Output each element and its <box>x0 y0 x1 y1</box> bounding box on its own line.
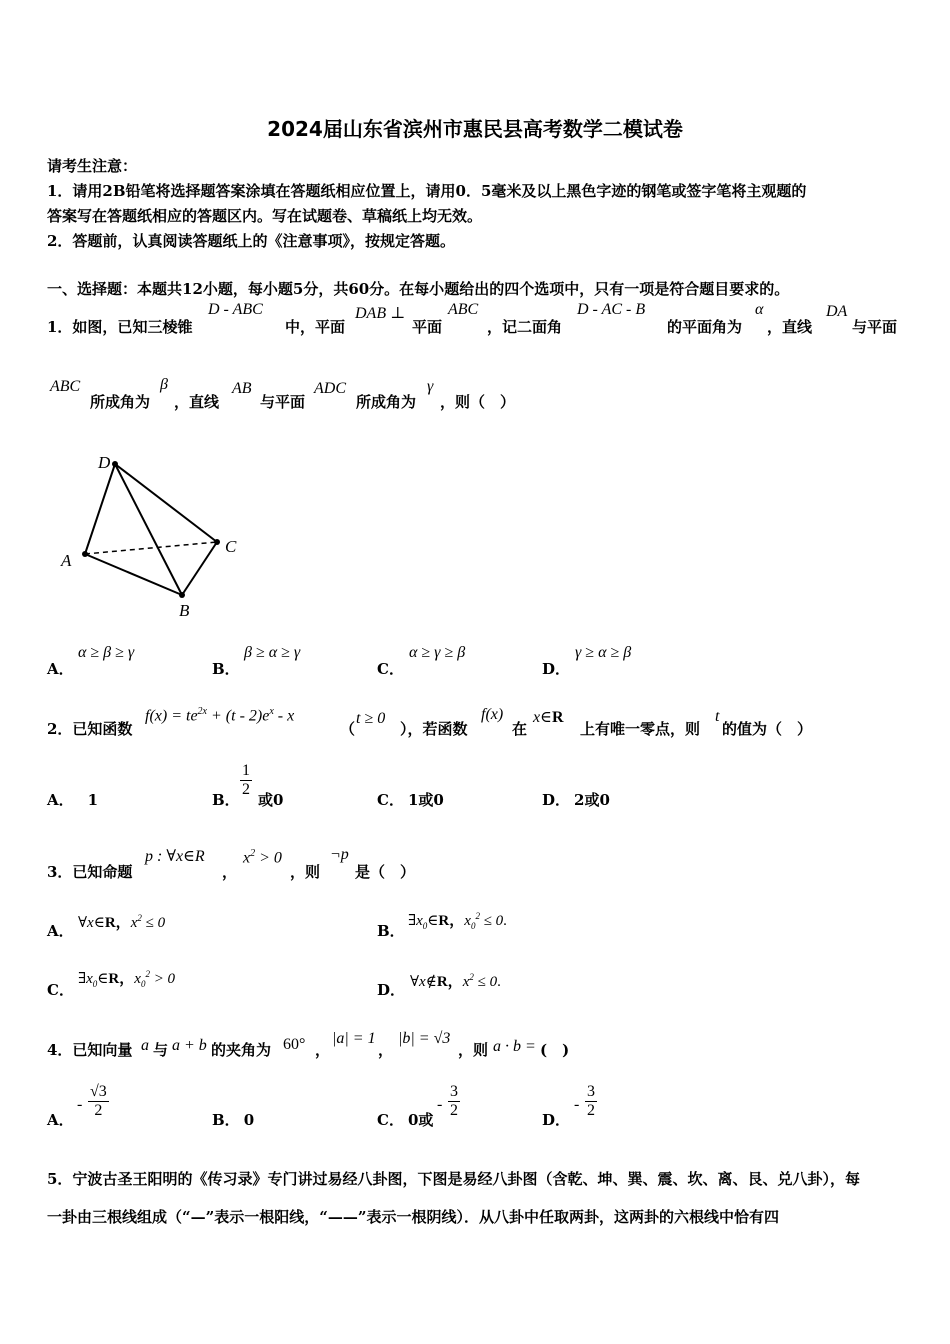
q2-option-C: C． 1或0 <box>377 791 444 809</box>
q4-math: |b| = √3 <box>398 1030 451 1047</box>
q4-text: 的夹角为 <box>211 1041 272 1059</box>
label-D: D <box>98 453 111 472</box>
pyramid-figure <box>55 450 255 620</box>
q4-math: |a| = 1 <box>332 1030 376 1047</box>
q1-option-A: α ≥ β ≥ γ <box>78 644 135 661</box>
q1-math: γ <box>427 378 434 395</box>
q3-text: 是（ ） <box>355 863 416 881</box>
q2-text: 在 <box>512 720 528 738</box>
q3-math: p : ∀x∈R <box>145 848 205 865</box>
q4-option-C: C． 0或 <box>377 1111 434 1129</box>
q3-option-B-letter: B． <box>377 922 405 940</box>
q1-math: D - AC - B <box>577 301 646 318</box>
q3-option-C-letter: C． <box>47 981 74 999</box>
q4-math: a + b <box>172 1037 207 1054</box>
q2-math: t <box>715 708 720 725</box>
q1-math: D - ABC <box>208 301 263 318</box>
q2-text: ），若函数 <box>400 720 468 738</box>
q1-text: 与平面 <box>260 393 306 411</box>
q1-text: ，则（ ） <box>440 393 516 411</box>
q4-option-C-sign: - <box>437 1096 443 1113</box>
q4-option-D-fraction: $\frac{3}{2}$ <box>587 1083 595 1119</box>
vertex-A <box>82 551 88 557</box>
q1-option-D: γ ≥ α ≥ β <box>575 644 632 661</box>
q3-math: ¬p <box>330 846 349 863</box>
q4-text: 4．已知向量 <box>47 1041 133 1059</box>
notice-line-2: 答案写在答题纸相应的答题区内。写在试题卷、草稿纸上均无效。 <box>47 207 483 225</box>
q3-option-D-letter: D． <box>377 981 406 999</box>
q1-math: ABC <box>50 378 81 395</box>
q1-option-B: β ≥ α ≥ γ <box>244 644 301 661</box>
q2-math: t ≥ 0 <box>356 710 386 727</box>
q3-math: $x^2 > 0$ <box>243 848 282 867</box>
vertex-B <box>179 592 185 598</box>
q2-text: 的值为（ ） <box>722 720 813 738</box>
q1-math: AB <box>232 380 252 397</box>
q1-math: α <box>755 301 764 318</box>
q4-math: a <box>141 1037 149 1054</box>
q1-math: ADC <box>314 380 346 397</box>
q1-text: 1．如图，已知三棱锥 <box>47 318 193 336</box>
q3-option-B: $\exists x_0\in R$，$x_0^2 \le 0$. <box>408 911 507 931</box>
q1-text: 中，平面 <box>285 318 346 336</box>
edge-DC <box>115 464 217 542</box>
notice-line-3: 2．答题前，认真阅读答题纸上的《注意事项》，按规定答题。 <box>47 232 455 250</box>
q4-text: ， <box>378 1041 394 1059</box>
vertex-D <box>112 461 118 467</box>
q2-text: 上有唯一零点，则 <box>580 720 701 738</box>
q4-option-D-letter: D． <box>542 1111 571 1129</box>
q1-option-C-letter: C． <box>377 660 404 678</box>
q4-math: a · b = <box>493 1038 536 1055</box>
section-heading: 一、选择题：本题共12小题，每小题5分，共60分。在每小题给出的四个选项中，只有一项是符合题目要求的。 <box>47 280 790 298</box>
q2-option-D: D． 2或0 <box>542 791 610 809</box>
label-C: C <box>225 537 237 556</box>
q1-option-C: α ≥ γ ≥ β <box>409 644 466 661</box>
q1-option-B-letter: B． <box>212 660 240 678</box>
q1-text: 的平面角为 <box>667 318 743 336</box>
q1-math: β <box>160 376 168 393</box>
q1-text: 所成角为 <box>90 393 151 411</box>
q3-text: 3．已知命题 <box>47 863 133 881</box>
q1-math: ABC <box>448 301 479 318</box>
q1-math: DAB ⊥ <box>355 305 406 322</box>
q3-option-A-letter: A． <box>47 922 74 940</box>
q4-text: ( ) <box>540 1041 570 1059</box>
q1-option-A-letter: A． <box>47 660 74 678</box>
q4-math: 60° <box>283 1036 306 1053</box>
q4-option-B: B． 0 <box>212 1111 255 1129</box>
q2-option-A: A． 1 <box>47 791 99 809</box>
q2-option-B-letter: B． <box>212 791 240 809</box>
q4-text: ， <box>315 1041 331 1059</box>
label-A: A <box>61 551 72 570</box>
q4-option-A-fraction: $\frac{√3}{2}$ <box>90 1083 107 1119</box>
q4-option-D-sign: - <box>574 1096 580 1113</box>
q4-text: ，则 <box>458 1041 489 1059</box>
q1-text: ，记二面角 <box>487 318 563 336</box>
q4-option-C-fraction: $\frac{3}{2}$ <box>450 1083 458 1119</box>
label-B: B <box>179 601 190 620</box>
q2-math: f(x) <box>481 706 504 723</box>
q1-math: DA <box>826 303 848 320</box>
q1-text: 与平面 <box>852 318 898 336</box>
q2-function: $f(x) = te^{2x} + (t - 2)e^x - x$ <box>145 706 295 725</box>
edge-AB <box>85 554 182 595</box>
q2-text: 2．已知函数 <box>47 720 133 738</box>
notice-line-1: 1．请用2B铅笔将选择题答案涂填在答题纸相应位置上，请用0．5毫米及以上黑色字迹的钢笔或签字笔将主观题的 <box>47 182 807 200</box>
q1-text: ，直线 <box>767 318 813 336</box>
q4-option-A-letter: A． <box>47 1111 74 1129</box>
notice-heading: 请考生注意： <box>47 157 138 175</box>
q1-text: 平面 <box>412 318 443 336</box>
page-title: 2024届山东省滨州市惠民县高考数学二模试卷 <box>267 117 683 141</box>
edge-DA <box>85 464 115 554</box>
q4-text: 与 <box>153 1041 169 1059</box>
edge-DB <box>115 464 182 595</box>
q3-text: ，则 <box>290 863 321 881</box>
q1-text: 所成角为 <box>356 393 417 411</box>
edge-CB <box>182 542 217 595</box>
q5-line-1: 5．宁波古圣王阳明的《传习录》专门讲过易经八卦图，下图是易经八卦图（含乾、坤、巽、震、坎、离、艮、兑八卦），每 <box>47 1170 860 1188</box>
q2-option-B: 或0 <box>258 791 284 809</box>
q2-text: （ <box>340 720 356 738</box>
q1-option-D-letter: D． <box>542 660 571 678</box>
q3-option-C: $\exists x_0\in R$，$x_0^2 > 0$ <box>78 969 176 989</box>
q2-option-B-fraction: $\frac{1}{2}$ <box>242 762 250 798</box>
q3-option-D: ∀x∉R，$x^2 \le 0$. <box>410 972 501 990</box>
edge-AC-hidden <box>85 542 217 554</box>
q3-text: ， <box>222 863 238 881</box>
q5-line-2: 一卦由三根线组成（“—”表示一根阳线，“——”表示一根阴线）．从八卦中任取两卦，这两卦的六根线中恰有四 <box>47 1208 780 1226</box>
vertex-C <box>214 539 220 545</box>
q3-option-A: ∀x∈R，$x^2 \le 0$ <box>78 913 166 931</box>
q1-text: ，直线 <box>174 393 220 411</box>
q2-math: x∈R <box>533 709 564 726</box>
q4-option-A-sign: - <box>77 1096 83 1113</box>
